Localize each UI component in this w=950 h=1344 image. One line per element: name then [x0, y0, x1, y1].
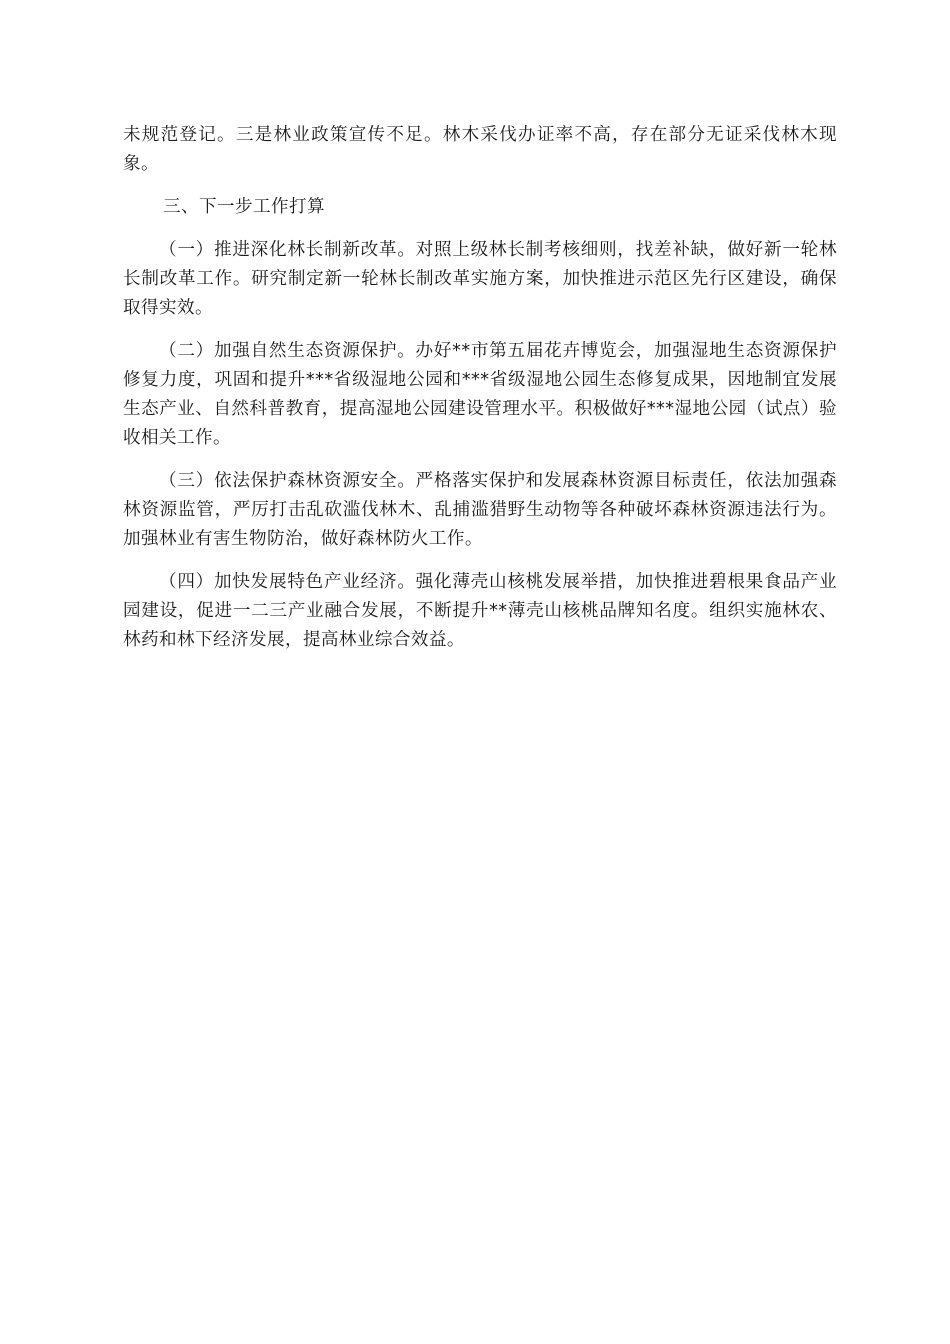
paragraph-item-4: （四）加快发展特色产业经济。强化薄壳山核桃发展举措，加快推进碧根果食品产业园建设，促进一二三产业融合发展，不断提升**薄壳山核桃品牌知名度。组织实施林农、林药和林下经济发展，提高林业综合效益。: [123, 572, 837, 650]
paragraph-continuation: 未规范登记。三是林业政策宣传不足。林木采伐办证率不高，存在部分无证采伐林木现象。: [123, 125, 837, 174]
paragraph-item-2: （二）加强自然生态资源保护。办好**市第五届花卉博览会，加强湿地生态资源保护修复力度，巩固和提升***省级湿地公园和***省级湿地公园生态修复成果，因地制宜发展生态产业、自然科普教育，提高湿地公园建设管理水平。积极做好***湿地公园（试点）验收相关工作。: [123, 341, 837, 448]
section-heading: 三、下一步工作打算: [163, 197, 325, 217]
paragraph-item-1: （一）推进深化林长制新改革。对照上级林长制考核细则，找差补缺，做好新一轮林长制改革工作。研究制定新一轮林长制改革实施方案，加快推进示范区先行区建设，确保取得实效。: [123, 240, 837, 318]
document-body: [123, 121, 837, 669]
paragraph-item-3: （三）依法保护森林资源安全。严格落实保护和发展森林资源目标责任，依法加强森林资源监管，严厉打击乱砍滥伐林木、乱捕滥猎野生动物等各种破坏森林资源违法行为。加强林业有害生物防治，做好森林防火工作。: [123, 471, 837, 549]
